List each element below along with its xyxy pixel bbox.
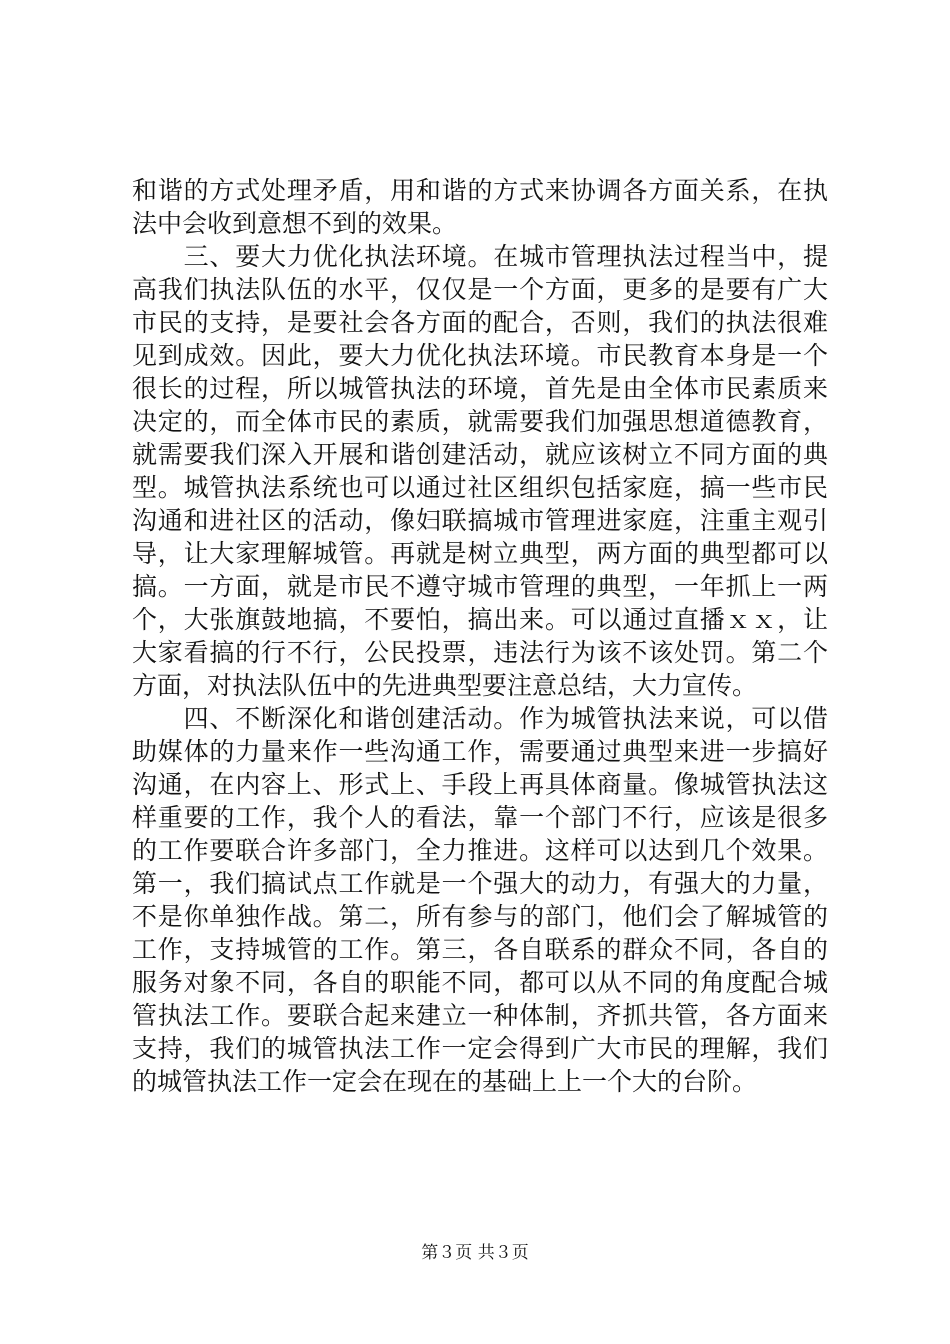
text-line: 三、要大力优化执法环境。在城市管理执法过程当中，提 (132, 242, 828, 271)
text-line: 决定的，而全体市民的素质，就需要我们加强思想道德教育， (132, 407, 828, 436)
text-line: 高我们执法队伍的水平，仅仅是一个方面，更多的是要有广大 (132, 275, 828, 304)
text-line: 方面，对执法队伍中的先进典型要注意总结，大力宣传。 (132, 671, 758, 700)
text-line: 支持，我们的城管执法工作一定会得到广大市民的理解，我们 (132, 1034, 828, 1063)
text-line: 导，让大家理解城管。再就是树立典型，两方面的典型都可以 (132, 539, 828, 568)
text-line: 搞。一方面，就是市民不遵守城市管理的典型，一年抓上一两 (132, 572, 828, 601)
text-line: 助媒体的力量来作一些沟通工作，需要通过典型来进一步搞好 (132, 737, 828, 766)
text-line: 个，大张旗鼓地搞，不要怕，搞出来。可以通过直播ｘｘ，让 (132, 605, 828, 634)
text-line: 型。城管执法系统也可以通过社区组织包括家庭，搞一些市民 (132, 473, 828, 502)
text-line: 沟通和进社区的活动，像妇联搞城市管理进家庭，注重主观引 (132, 506, 828, 535)
text-line: 不是你单独作战。第二，所有参与的部门，他们会了解城管的 (132, 902, 828, 931)
text-line: 和谐的方式处理矛盾，用和谐的方式来协调各方面关系，在执 (132, 176, 828, 205)
text-line: 样重要的工作，我个人的看法，靠一个部门不行，应该是很多 (132, 803, 828, 832)
text-line: 工作，支持城管的工作。第三，各自联系的群众不同，各自的 (132, 935, 828, 964)
text-line: 大家看搞的行不行，公民投票，违法行为该不该处罚。第二个 (132, 638, 828, 667)
text-line: 的工作要联合许多部门，全力推进。这样可以达到几个效果。 (132, 836, 828, 865)
text-line: 法中会收到意想不到的效果。 (132, 209, 458, 238)
text-line: 见到成效。因此，要大力优化执法环境。市民教育本身是一个 (132, 341, 828, 370)
text-line: 服务对象不同，各自的职能不同，都可以从不同的角度配合城 (132, 968, 828, 997)
text-line: 沟通，在内容上、形式上、手段上再具体商量。像城管执法这 (132, 770, 828, 799)
text-line: 四、不断深化和谐创建活动。作为城管执法来说，可以借 (132, 704, 828, 733)
body-text (132, 174, 828, 1098)
page-number-footer: 第３页 共３页 (421, 1243, 529, 1263)
text-line: 第一，我们搞试点工作就是一个强大的动力，有强大的力量， (132, 869, 828, 898)
text-line: 管执法工作。要联合起来建立一种体制，齐抓共管，各方面来 (132, 1001, 828, 1030)
text-line: 就需要我们深入开展和谐创建活动，就应该树立不同方面的典 (132, 440, 828, 469)
text-line: 很长的过程，所以城管执法的环境，首先是由全体市民素质来 (132, 374, 828, 403)
text-line: 市民的支持，是要社会各方面的配合，否则，我们的执法很难 (132, 308, 828, 337)
text-line: 的城管执法工作一定会在现在的基础上上一个大的台阶。 (132, 1067, 758, 1096)
